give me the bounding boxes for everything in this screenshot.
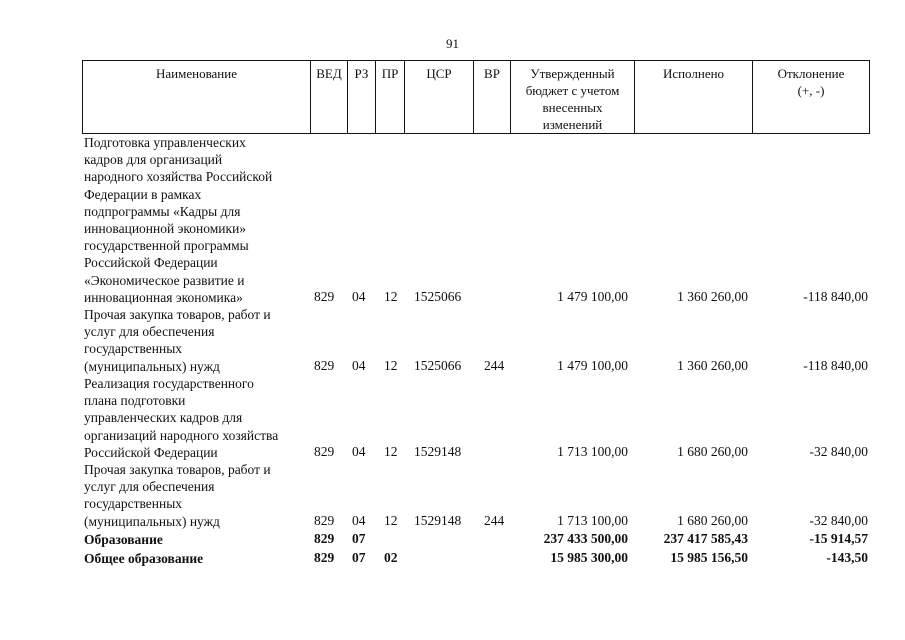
cell-deviation: -15 914,57 xyxy=(809,531,868,546)
cell-rz: 04 xyxy=(352,513,366,528)
name-line: государственной программы xyxy=(84,238,249,254)
cell-ved: 829 xyxy=(314,531,335,546)
cell-ved: 829 xyxy=(314,289,335,304)
cell-plan: 1 713 100,00 xyxy=(557,513,628,528)
name-line: организаций народного хозяйства xyxy=(84,427,279,443)
name-line: услуг для обеспечения xyxy=(84,324,215,340)
cell-done: 1 360 260,00 xyxy=(677,289,748,304)
name-line: (муниципальных) нужд xyxy=(84,358,220,374)
name-line: Российской Федерации xyxy=(84,444,218,460)
name-line: народного хозяйства Российской xyxy=(84,169,273,185)
cell-deviation: -32 840,00 xyxy=(809,444,868,459)
cell-done: 15 985 156,50 xyxy=(670,550,748,565)
name-line: услуг для обеспечения xyxy=(84,479,215,495)
header-deviation xyxy=(752,61,869,133)
name-line: Образование xyxy=(84,532,163,547)
header-deviation-line: (+, -) xyxy=(797,83,825,98)
cell-rz: 04 xyxy=(352,289,366,304)
name-line: Подготовка управленческих xyxy=(84,135,246,150)
row-name xyxy=(84,550,309,567)
name-line: инновационная экономика» xyxy=(84,289,243,305)
table-row xyxy=(82,134,872,306)
name-line: кадров для организаций xyxy=(84,152,223,168)
cell-deviation: -143,50 xyxy=(826,550,868,565)
table-row xyxy=(82,531,872,551)
cell-vr: 244 xyxy=(484,358,505,373)
cell-done: 1 360 260,00 xyxy=(677,358,748,373)
name-line: государственных xyxy=(84,341,183,357)
name-line: «Экономическое развитие и xyxy=(84,272,245,288)
cell-rz: 04 xyxy=(352,358,366,373)
name-line: государственных xyxy=(84,496,183,512)
cell-csr: 1525066 xyxy=(414,358,462,373)
page-number: 91 xyxy=(446,36,459,51)
cell-rz: 07 xyxy=(352,550,366,565)
name-line: плана подготовки xyxy=(84,393,186,409)
name-line: Российской Федерации xyxy=(84,255,218,271)
table-row xyxy=(82,550,872,570)
row-name xyxy=(84,375,309,461)
cell-rz: 04 xyxy=(352,444,366,459)
table-header xyxy=(82,60,870,134)
cell-done: 237 417 585,43 xyxy=(663,531,748,546)
cell-done: 1 680 260,00 xyxy=(677,444,748,459)
name-line: (муниципальных) нужд xyxy=(84,513,220,529)
header-pr: ПР xyxy=(375,61,404,133)
header-plan-line: изменений xyxy=(542,117,603,132)
name-line: Общее образование xyxy=(84,551,204,566)
cell-pr: 12 xyxy=(384,358,398,373)
header-deviation-line: Отклонение xyxy=(777,66,845,81)
name-line: инновационной экономики» xyxy=(84,221,247,237)
cell-csr: 1529148 xyxy=(414,513,462,528)
header-done: Исполнено xyxy=(634,61,752,133)
cell-vr: 244 xyxy=(484,513,505,528)
header-plan-line: Утвержденный xyxy=(530,66,615,81)
header-name: Наименование xyxy=(156,66,237,81)
header-plan-line: внесенных xyxy=(542,100,603,115)
row-name xyxy=(84,531,309,548)
row-name xyxy=(84,306,309,375)
cell-pr: 12 xyxy=(384,444,398,459)
cell-deviation: -32 840,00 xyxy=(809,513,868,528)
row-name xyxy=(84,134,309,306)
cell-rz: 07 xyxy=(352,531,366,546)
cell-plan: 1 479 100,00 xyxy=(557,289,628,304)
cell-deviation: -118 840,00 xyxy=(803,289,868,304)
header-csr: ЦСР xyxy=(404,61,473,133)
name-line: Прочая закупка товаров, работ и xyxy=(84,307,271,322)
cell-plan: 1 479 100,00 xyxy=(557,358,628,373)
cell-pr: 12 xyxy=(384,289,398,304)
cell-ved: 829 xyxy=(314,513,335,528)
table-row xyxy=(82,461,872,531)
header-plan xyxy=(510,61,634,133)
header-vr: ВР xyxy=(473,61,510,133)
cell-ved: 829 xyxy=(314,550,335,565)
name-line: управленческих кадров для xyxy=(84,410,243,426)
name-line: Федерации в рамках xyxy=(84,186,202,202)
table-row xyxy=(82,375,872,463)
table-row xyxy=(82,306,872,376)
name-line: Реализация государственного xyxy=(84,376,254,391)
cell-pr: 02 xyxy=(384,550,398,565)
cell-csr: 1529148 xyxy=(414,444,462,459)
row-name xyxy=(84,461,309,530)
header-plan-line: бюджет с учетом xyxy=(525,83,620,98)
cell-done: 1 680 260,00 xyxy=(677,513,748,528)
cell-deviation: -118 840,00 xyxy=(803,358,868,373)
cell-plan: 15 985 300,00 xyxy=(550,550,628,565)
cell-csr: 1525066 xyxy=(414,289,462,304)
cell-pr: 12 xyxy=(384,513,398,528)
name-line: подпрограммы «Кадры для xyxy=(84,203,241,219)
name-line: Прочая закупка товаров, работ и xyxy=(84,462,271,477)
cell-ved: 829 xyxy=(314,358,335,373)
cell-plan: 1 713 100,00 xyxy=(557,444,628,459)
header-ved: ВЕД xyxy=(310,61,347,133)
cell-plan: 237 433 500,00 xyxy=(543,531,628,546)
cell-ved: 829 xyxy=(314,444,335,459)
header-rz: РЗ xyxy=(347,61,375,133)
